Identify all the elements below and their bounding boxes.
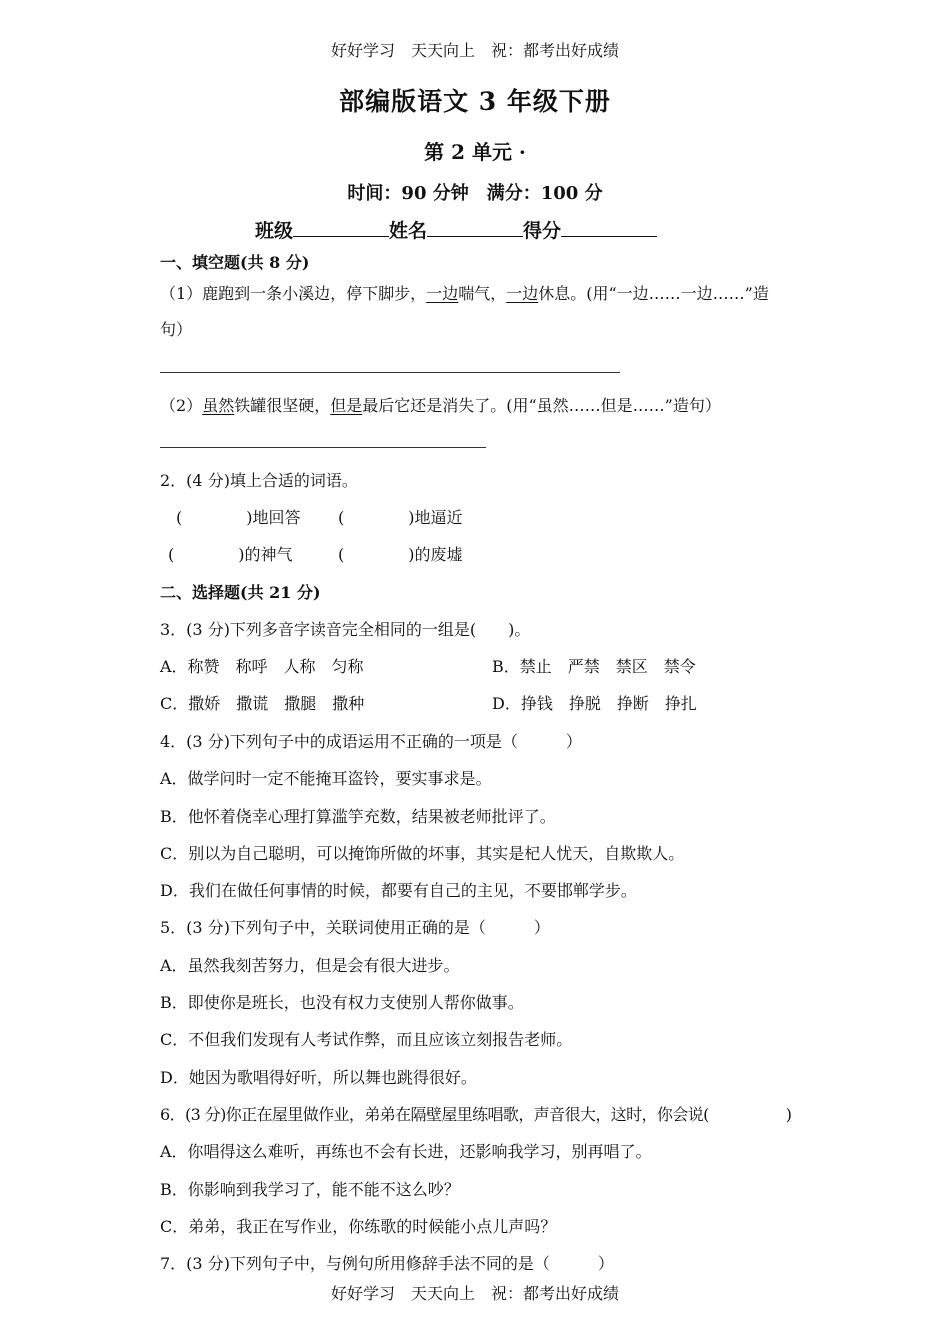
- q1-text-b: 喘气，: [458, 284, 507, 303]
- q4-option-c[interactable]: C．别以为自己聪明，可以掩饰所做的坏事，其实是杞人忧天，自欺欺人。: [160, 844, 685, 863]
- q5-stem: 5．(3 分)下列句子中，关联词使用正确的是（ ）: [160, 918, 550, 937]
- q4-option-a[interactable]: A．做学问时一定不能掩耳盗铃，要实事求是。: [160, 769, 492, 788]
- q6-stem: 6．(3 分)你正在屋里做作业，弟弟在隔壁屋里练唱歌，声音很大，这时，你会说( ): [160, 1105, 792, 1124]
- q2-item-4[interactable]: ( )的废墟: [338, 545, 463, 564]
- q3-option-c[interactable]: C．撒娇 撒谎 撒腿 撒种: [160, 694, 365, 713]
- section2-heading: 二、选择题(共 21 分): [160, 583, 321, 602]
- page-footer: 好好学习 天天向上 祝：都考出好成绩: [330, 1284, 619, 1303]
- name-label: 姓名: [389, 220, 428, 242]
- q1-text-c: 休息。(用“一边……一边……”造: [538, 284, 769, 303]
- q4-option-b[interactable]: B．他怀着侥幸心理打算滥竽充数，结果被老师批评了。: [160, 807, 556, 826]
- q5-option-c[interactable]: C．不但我们发现有人考试作弊，而且应该立刻报告老师。: [160, 1030, 573, 1049]
- q3-stem: 3．(3 分)下列多音字读音完全相同的一组是( )。: [160, 620, 531, 639]
- q6-option-c[interactable]: C．弟弟，我正在写作业，你练歌的时候能小点儿声吗？: [160, 1217, 557, 1236]
- time-score: 时间：90 分钟 满分：100 分: [347, 183, 603, 204]
- q5-option-d[interactable]: D．她因为歌唱得好听，所以舞也跳得很好。: [160, 1068, 477, 1087]
- q6-option-a[interactable]: A．你唱得这么难听，再练也不会有长进，还影响我学习，别再唱了。: [160, 1142, 652, 1161]
- student-info-row: [255, 216, 657, 243]
- q1-answer-line[interactable]: [160, 372, 620, 373]
- name-blank[interactable]: [427, 218, 523, 237]
- q1-line2: 句）: [160, 320, 193, 339]
- score-label: 得分: [523, 220, 562, 242]
- q1b-underline-1: 虽然: [202, 396, 235, 415]
- section1-heading: 一、填空题(共 8 分): [160, 253, 310, 272]
- q1b-text-b: 铁罐很坚硬，: [234, 396, 331, 415]
- q2-item-2[interactable]: ( )地逼近: [338, 508, 463, 527]
- q1b-underline-2: 但是: [330, 396, 363, 415]
- q1b-line: [160, 393, 721, 416]
- q4-option-d[interactable]: D．我们在做任何事情的时候，都要有自己的主见，不要邯郸学步。: [160, 881, 637, 900]
- q7-stem: 7．(3 分)下列句子中，与例句所用修辞手法不同的是（ ）: [160, 1254, 614, 1273]
- q1b-answer-line[interactable]: [160, 447, 486, 448]
- q3-option-d[interactable]: D．挣钱 挣脱 挣断 挣扎: [492, 694, 697, 713]
- q1-line1: [160, 281, 769, 304]
- score-blank[interactable]: [561, 218, 657, 237]
- q4-stem: 4．(3 分)下列句子中的成语运用不正确的一项是（ ）: [160, 732, 582, 751]
- q2-stem: 2．(4 分)填上合适的词语。: [160, 471, 358, 490]
- class-label: 班级: [255, 220, 294, 242]
- q1b-text-a: （2）: [160, 396, 203, 415]
- page-title: 部编版语文 3 年级下册: [339, 87, 611, 116]
- unit-title: 第 2 单元 ·: [424, 140, 526, 164]
- q3-option-a[interactable]: A．称赞 称呼 人称 匀称: [160, 657, 364, 676]
- class-blank[interactable]: [293, 218, 389, 237]
- page-header: 好好学习 天天向上 祝：都考出好成绩: [330, 41, 619, 60]
- q1b-text-c: 最后它还是消失了。(用“虽然……但是……”造句）: [362, 396, 721, 415]
- q1-underline-2: 一边: [506, 284, 539, 303]
- q6-option-b[interactable]: B．你影响到我学习了，能不能不这么吵？: [160, 1180, 460, 1199]
- q2-item-3[interactable]: ( )的神气: [168, 545, 293, 564]
- q1-underline-1: 一边: [426, 284, 459, 303]
- q5-option-b[interactable]: B．即使你是班长，也没有权力支使别人帮你做事。: [160, 993, 524, 1012]
- q3-option-b[interactable]: B．禁止 严禁 禁区 禁令: [492, 657, 696, 676]
- q1-text-a: （1）鹿跑到一条小溪边，停下脚步，: [160, 284, 427, 303]
- q2-item-1[interactable]: ( )地回答: [176, 508, 301, 527]
- q5-option-a[interactable]: A．虽然我刻苦努力，但是会有很大进步。: [160, 956, 460, 975]
